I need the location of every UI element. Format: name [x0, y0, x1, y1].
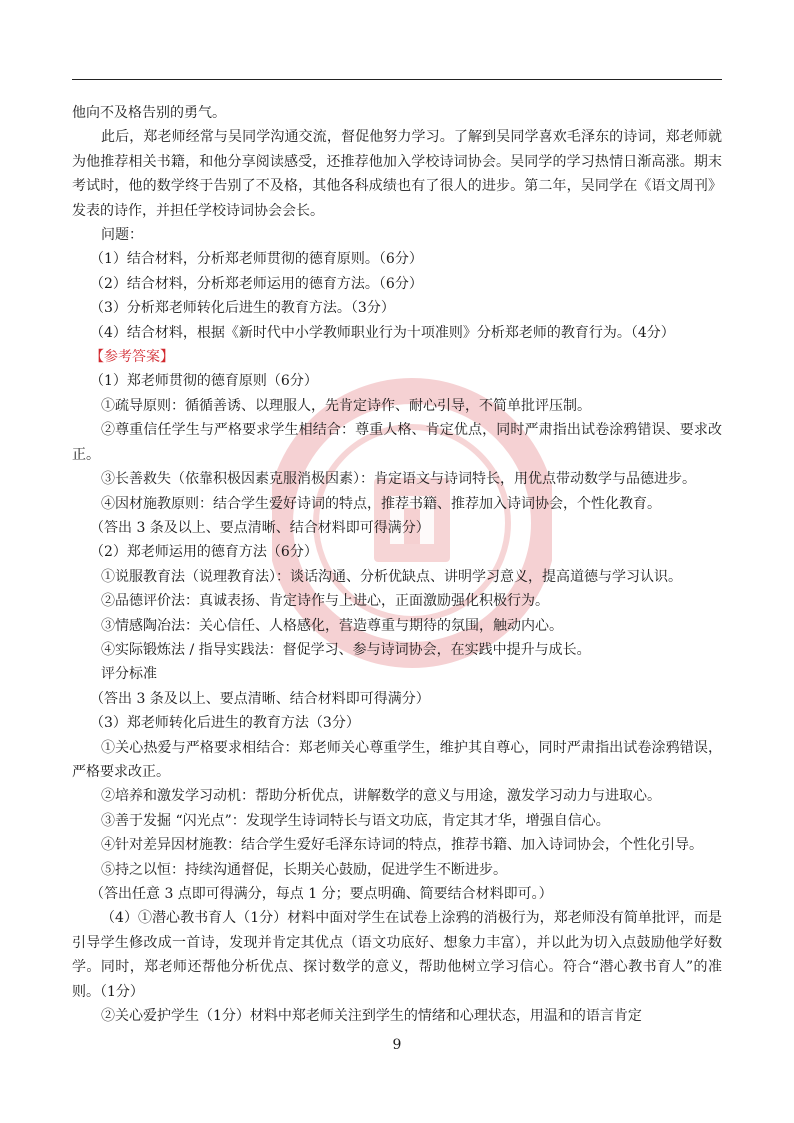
paragraph: （答出 3 条及以上、要点清晰、结合材料即可得满分） — [90, 519, 430, 536]
header-rule — [72, 79, 722, 80]
answer-heading: 【参考答案】 — [90, 349, 174, 366]
paragraph: ②品德评价法：真诚表扬、肯定诗作与上进心，正面激励强化积极行为。 — [101, 593, 549, 610]
paragraph: （3）郑老师转化后进生的教育方法（3分） — [90, 715, 360, 732]
paragraph: ③善于发掘 “闪光点”：发现学生诗词特长与语文功底，肯定其才华，增强自信心。 — [101, 812, 610, 829]
page-number: 9 — [392, 1037, 402, 1053]
paragraph: ③长善救失（依靠积极因素克服消极因素）：肯定语文与诗词特长，用优点带动数学与品德进步。 — [101, 471, 696, 488]
paragraph: 评分标准 — [101, 666, 157, 683]
paragraph: （1）结合材料，分析郑老师贯彻的德育原则。（6分） — [90, 251, 423, 268]
paragraph: ②关心爱护学生（1分）材料中郑老师关注到学生的情绪和心理状态，用温和的语言肯定 — [101, 1008, 642, 1025]
paragraph: 他向不及格告别的勇气。 — [72, 105, 226, 121]
paragraph: ④实际锻炼法 / 指导实践法：督促学习、参与诗词协会，在实践中提升与成长。 — [101, 641, 591, 658]
paragraph: （2）结合材料，分析郑老师运用的德育方法。（6分） — [90, 275, 423, 292]
paragraph: ①疏导原则：循循善诱、以理服人，先肯定诗作、耐心引导，不简单批评压制。 — [101, 397, 591, 414]
paragraph: ①关心热爱与严格要求相结合：郑老师关心尊重学生，维护其自尊心，同时严肃指出试卷涂鸦错误，严格要求改正。 — [72, 739, 722, 780]
paragraph: ②尊重信任学生与严格要求学生相结合：尊重人格、肯定优点，同时严肃指出试卷涂鸦错误、要求改正。 — [72, 422, 722, 463]
paragraph: （2）郑老师运用的德育方法（6分） — [90, 544, 318, 561]
paragraph: （答出 3 条及以上、要点清晰、结合材料即可得满分） — [90, 690, 430, 707]
paragraph: （3）分析郑老师转化后进生的教育方法。（3分） — [90, 300, 395, 317]
document-body — [72, 101, 722, 1028]
paragraph: ⑤持之以恒：持续沟通督促，长期关心鼓励，促进学生不断进步。 — [101, 861, 507, 878]
paragraph: ④针对差异因材施教：结合学生爱好毛泽东诗词的特点，推荐书籍、加入诗词协会，个性化引导。 — [101, 837, 703, 854]
paragraph: ①说服教育法（说理教育法）：谈话沟通、分析优缺点、讲明学习意义，提高道德与学习认识。 — [101, 568, 682, 585]
paragraph: ④因材施教原则：结合学生爱好诗词的特点，推荐书籍、推荐加入诗词协会，个性化教育。 — [101, 495, 661, 512]
paragraph: （1）郑老师贯彻的德育原则（6分） — [90, 373, 318, 390]
paragraph: （4）①潜心教书育人（1分）材料中面对学生在试卷上涂鸦的消极行为，郑老师没有简单批评，而是引导学生修改成一首诗，发现并肯定其优点（语文功底好、想象力丰富），并以此为切入点鼓励他学好数学。同时，郑老师还帮他分析优点、探讨数学的意义，帮助他树立学习信心。符合“潜心教书育人”的准则。（1分） — [72, 910, 722, 1000]
paragraph: （答出任意 3 点即可得满分，每点 1 分；要点明确、简要结合材料即可。） — [90, 886, 553, 902]
paragraph: ②培养和激发学习动机：帮助分析优点，讲解数学的意义与用途，激发学习动力与进取心。 — [101, 788, 661, 805]
paragraph: 问题： — [101, 227, 143, 244]
paragraph: 此后，郑老师经常与吴同学沟通交流，督促他努力学习。了解到吴同学喜欢毛泽东的诗词，郑老师就为他推荐相关书籍，和他分享阅读感受，还推荐他加入学校诗词协会。吴同学的学习热情日渐高涨。期末考试时，他的数学终于告别了不及格，其他各科成绩也有了很人的进步。第二年，吴同学在《语文周刊》发表的诗作，并担任学校诗词协会会长。 — [72, 129, 722, 219]
paragraph: （4）结合材料，根据《新时代中小学教师职业行为十项准则》分析郑老师的教育行为。（4分） — [90, 324, 675, 341]
paragraph: ③情感陶冶法：关心信任、人格感化，营造尊重与期待的氛围，触动内心。 — [101, 617, 563, 634]
